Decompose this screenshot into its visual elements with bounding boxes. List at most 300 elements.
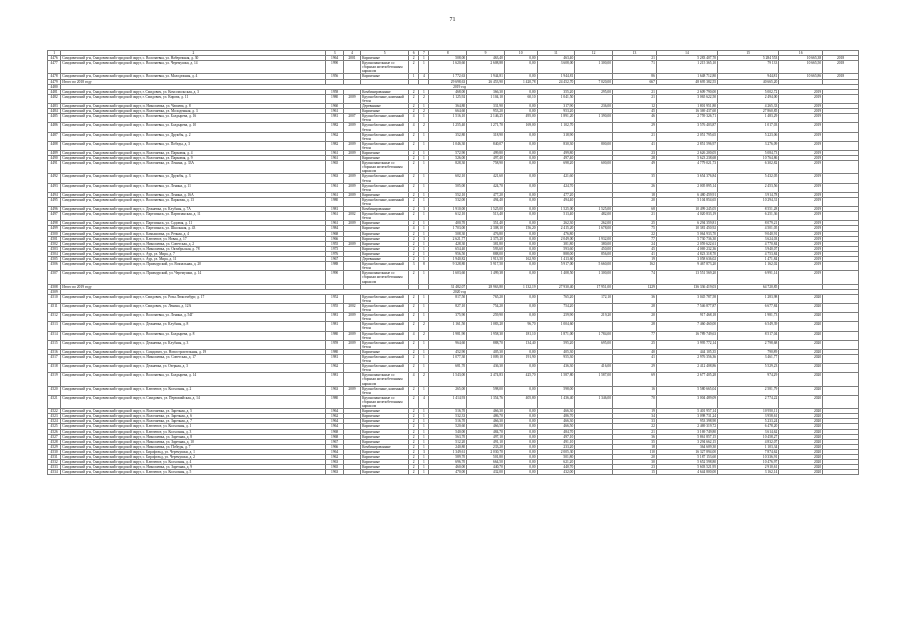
table-cell: 259,90 xyxy=(467,313,505,322)
table-cell: 1963 xyxy=(326,460,343,465)
table-cell: 0,00 xyxy=(504,150,537,155)
table-row xyxy=(48,373,859,386)
table-cell: 2019 xyxy=(779,150,823,155)
table-cell: 593,60 xyxy=(467,246,505,251)
table-cell: 1966 xyxy=(326,444,343,449)
table-cell xyxy=(823,197,859,206)
table-cell: 2 049,00 xyxy=(537,236,575,241)
table-cell: 5 730 736,30 xyxy=(656,236,717,241)
table-cell: 494,40 xyxy=(537,197,575,206)
table-cell: Кирпичные xyxy=(361,221,409,226)
table-cell: 2 xyxy=(409,349,419,354)
table-cell: 2009 xyxy=(343,94,360,103)
table-cell: 4 823 318,70 xyxy=(656,251,717,256)
table-cell: 1961 xyxy=(326,221,343,226)
table-cell: 23 xyxy=(613,465,657,470)
table-cell: 4522 xyxy=(48,409,61,414)
table-row xyxy=(48,114,859,123)
table-cell: Смидовичский р-н, Смидовичский городской округ, с. Ключевое, ул. Колхозная, д. 3 xyxy=(61,429,326,434)
table-cell: 477,20 xyxy=(537,192,575,197)
table-cell: 595,20 xyxy=(537,340,575,349)
table-cell: 8 551,28 xyxy=(718,207,779,212)
table-cell: 4489 xyxy=(48,150,61,155)
table-cell xyxy=(575,322,613,331)
table-cell: Смидовичский р-н, Смидовичский городской округ, г. Смидович, ул. Комсомольская, д. 3 xyxy=(61,89,326,94)
table-cell xyxy=(575,123,613,132)
table-cell xyxy=(343,373,360,386)
table-cell: 440,70 xyxy=(537,465,575,470)
table-cell: Смидовичский р-н, Смидовичский городской округ, с. Волочаевка, ул. Черемушки, д. 14 xyxy=(61,61,326,74)
table-cell: 1 xyxy=(419,192,429,197)
table-cell: 0,00 xyxy=(504,349,537,354)
table-cell: 14 xyxy=(656,51,717,56)
table-cell: 4 832,07 xyxy=(718,439,779,444)
table-cell: 1 910,00 xyxy=(429,207,467,212)
table-cell: Смидовичский р-н, Смидовичский городской округ, с. Волочаевка, ул. Болдырева, д. 16 xyxy=(61,114,326,123)
table-cell: 0,00 xyxy=(504,414,537,419)
table-cell: 2 059 622,61 xyxy=(656,241,717,246)
table-cell: 0,00 xyxy=(504,61,537,74)
table-cell: 2019 xyxy=(779,221,823,226)
table-cell: 698,20 xyxy=(537,161,575,174)
table-cell: 27 930,40 xyxy=(537,284,575,289)
table-cell: Кирпичные xyxy=(361,231,409,236)
table-cell: 1962 xyxy=(326,364,343,373)
table-cell xyxy=(823,183,859,192)
table-cell: Смидовичский р-н, Смидовичский городской округ, с. Смидович, ул. Новостроительная, д. 19 xyxy=(61,349,326,354)
table-cell: 2020 xyxy=(779,424,823,429)
table-cell: Смидовичский р-н, Смидовичский городской округ, п. Николаевка, ул. Заречная, д. 8 xyxy=(61,434,326,439)
table-cell: 2 xyxy=(419,331,429,340)
table-cell: 2 xyxy=(409,192,419,197)
table-row xyxy=(48,197,859,206)
table-cell: 1955 xyxy=(326,303,343,312)
table-cell: 18 xyxy=(613,444,657,449)
table-cell: 4 xyxy=(419,395,429,408)
table-cell: 2 xyxy=(409,340,419,349)
table-cell xyxy=(343,470,360,475)
table-cell: Кирпичные xyxy=(361,409,409,414)
table-cell: 540,00 xyxy=(429,429,467,434)
table-cell: 5 002,72 xyxy=(718,89,779,94)
table-cell: 3 162,14 xyxy=(718,470,779,475)
table-cell: 8 xyxy=(429,51,467,56)
table-cell: 31 482,07 xyxy=(429,284,467,289)
table-cell: 2 xyxy=(419,94,429,103)
table-cell: 2 xyxy=(409,429,419,434)
table-cell: Крупноблочные, каменный бетон xyxy=(361,313,409,322)
table-row xyxy=(48,331,859,340)
table-cell: 1 009,10 xyxy=(467,355,505,364)
table-cell: 2 xyxy=(409,132,419,141)
table-cell: 4 xyxy=(409,331,419,340)
table-cell: Крупноблочные, каменный бетон xyxy=(361,141,409,150)
table-cell: 1 436,40 xyxy=(537,395,575,408)
table-cell: 1962 xyxy=(326,132,343,141)
table-cell: 450,00 xyxy=(575,246,613,251)
table-cell: 0,00 xyxy=(504,56,537,61)
table-cell: 5 283 407,70 xyxy=(656,56,717,61)
table-cell xyxy=(823,114,859,123)
table-cell: 33 xyxy=(613,419,657,424)
table-cell: 380,00 xyxy=(575,241,613,246)
table-cell: 2009 xyxy=(343,221,360,226)
table-cell xyxy=(575,303,613,312)
table-cell: 5 104 854,65 xyxy=(656,197,717,206)
table-cell: Крупноблочные, каменный бетон xyxy=(361,355,409,364)
table-cell: 35 xyxy=(613,174,657,183)
table-cell: 68 xyxy=(613,207,657,212)
table-cell: 2 xyxy=(409,183,419,192)
table-cell: 1 981,90 xyxy=(429,331,467,340)
table-cell: 1 xyxy=(419,364,429,373)
table-cell: Итого по 2019 году xyxy=(61,284,326,289)
table-cell: 466,30 xyxy=(467,419,505,424)
table-cell: 5 432,05 xyxy=(718,174,779,183)
table-cell: 2 851 596,97 xyxy=(656,141,717,150)
table-cell: Крупноблочные, каменный бетон xyxy=(361,94,409,103)
table-cell: 754,20 xyxy=(537,303,575,312)
table-row xyxy=(48,123,859,132)
table-cell: 23 xyxy=(613,150,657,155)
table-cell: 2 412 408,86 xyxy=(656,364,717,373)
table-cell: 1 xyxy=(419,424,429,429)
table-cell: 4523 xyxy=(48,414,61,419)
table-cell: 1 xyxy=(419,434,429,439)
table-cell: 29 xyxy=(613,123,657,132)
table-cell: 10 381 450,92 xyxy=(656,226,717,231)
table-cell: 495,00 xyxy=(504,114,537,123)
table-cell: 4487 xyxy=(48,132,61,141)
table-cell: 1 xyxy=(419,150,429,155)
table-cell: 1 004,60 xyxy=(537,322,575,331)
table-cell: 827,10 xyxy=(429,303,467,312)
table-cell: Крупноблочные, каменный бетон xyxy=(361,174,409,183)
table-cell: 5 284 553 xyxy=(718,56,779,61)
table-cell: 2019 xyxy=(779,246,823,251)
table-cell: 1 xyxy=(419,439,429,444)
table-cell: 1 300,00 xyxy=(575,61,613,74)
table-cell: 463,40 xyxy=(537,56,575,61)
table-cell: 233,20 xyxy=(537,444,575,449)
table-cell: 15 xyxy=(718,51,779,56)
table-cell: 463,40 xyxy=(467,56,505,61)
table-cell: 2002 xyxy=(343,212,360,221)
table-cell: 2009 xyxy=(343,386,360,395)
table-cell: 2019 xyxy=(779,236,823,241)
table-cell: 317,90 xyxy=(537,104,575,109)
table-body xyxy=(48,51,859,475)
table-cell: 10 499 245,05 xyxy=(656,207,717,212)
table-cell: 8 079,21 xyxy=(718,221,779,226)
table-cell: 1 xyxy=(419,141,429,150)
table-cell: 1963 xyxy=(326,470,343,475)
table-cell: 4515 xyxy=(48,340,61,349)
table-cell: 2019 xyxy=(779,114,823,123)
table-cell: 2 774,22 xyxy=(718,395,779,408)
table-cell: 532,33 xyxy=(429,414,467,419)
table-cell: 2 xyxy=(409,150,419,155)
table-cell: 4494 xyxy=(48,192,61,197)
table-cell: 4 xyxy=(409,123,419,132)
table-cell: 295,00 xyxy=(575,89,613,94)
table-cell: 466,30 xyxy=(467,409,505,414)
table-cell: Крупнопанельные со сборным железобетонным каркасом xyxy=(361,271,409,284)
table-cell: Крупноблочные, каменный бетон xyxy=(361,212,409,221)
table-cell: 3 276,09 xyxy=(718,141,779,150)
table-cell: 1 xyxy=(419,241,429,246)
table-cell: 24 xyxy=(613,241,657,246)
table-cell: 974,29 xyxy=(718,373,779,386)
table-cell: 1 413,60 xyxy=(537,257,575,262)
table-cell: 765,20 xyxy=(467,294,505,303)
table-cell: 1 620,60 xyxy=(429,61,467,74)
table-cell: 1 xyxy=(419,156,429,161)
table-cell: 6 xyxy=(409,51,419,56)
table-cell: 8 517,04 xyxy=(718,331,779,340)
table-cell: 10 294,31 xyxy=(718,197,779,206)
table-cell: 2019 xyxy=(779,262,823,271)
table-cell: 466,50 xyxy=(467,424,505,429)
table-cell: 424,70 xyxy=(467,183,505,192)
table-cell: 2 608,88 xyxy=(467,61,505,74)
table-cell: 552,10 xyxy=(429,192,467,197)
table-cell: 77 xyxy=(613,236,657,241)
table-cell: 477,20 xyxy=(467,192,505,197)
table-cell: 21 xyxy=(613,132,657,141)
table-cell: 2020 xyxy=(779,460,823,465)
table-cell: 1980 xyxy=(326,331,343,340)
table-cell: 236,00 xyxy=(575,104,613,109)
table-cell: Смидовичский р-н, Смидовичский городской округ, п. Волочаевка, ул. Заречная, д. 5 xyxy=(61,409,326,414)
table-cell: 1 xyxy=(419,104,429,109)
table-cell: 262,00 xyxy=(575,221,613,226)
table-cell: 20 xyxy=(613,454,657,459)
table-cell: Крупноблочные, каменный бетон xyxy=(361,303,409,312)
table-cell: 3 958,61 xyxy=(718,414,779,419)
table-cell: 0,00 xyxy=(504,104,537,109)
table-cell: 3 461,77 xyxy=(718,355,779,364)
table-cell: 4526 xyxy=(48,429,61,434)
table-cell: 598,00 xyxy=(537,386,575,395)
table-cell: 2 415,20 xyxy=(537,226,575,231)
table-cell: 1980 xyxy=(326,349,343,354)
table-cell: 21 xyxy=(613,56,657,61)
table-cell: 2 xyxy=(409,174,419,183)
table-cell: 4 xyxy=(409,226,419,231)
table-cell: 1 xyxy=(419,231,429,236)
table-cell: Смидовичский р-н, Смидовичский городской округ, с. Волочаевка, ул. Парковая, д. 13 xyxy=(61,197,326,206)
table-cell: 2 xyxy=(409,156,419,161)
table-cell: Смидовичский р-н, Смидовичский городской округ, с. Бирофельд, ул. Черемушки, д. 1 xyxy=(61,449,326,454)
table-cell xyxy=(823,271,859,284)
table-cell: 664,50 xyxy=(467,460,505,465)
table-cell: 4510 xyxy=(48,294,61,303)
table-cell: 351,40 xyxy=(467,221,505,226)
table-cell: 1961 xyxy=(326,150,343,155)
table-cell: 6 478,20 xyxy=(718,424,779,429)
table-cell: 1 xyxy=(419,246,429,251)
table-cell: 0,00 xyxy=(504,174,537,183)
table-cell: 505,00 xyxy=(429,183,467,192)
table-cell: 856,00 xyxy=(575,251,613,256)
table-cell: 366,30 xyxy=(467,89,505,94)
table-cell: 4521 xyxy=(48,395,61,408)
table-cell xyxy=(823,132,859,141)
table-cell: 3 098 731,24 xyxy=(656,414,717,419)
table-cell: Крупноблочные, каменный бетон xyxy=(361,340,409,349)
table-cell: 4 xyxy=(409,114,419,123)
table-cell: Крупноблочные, каменный бетон xyxy=(361,197,409,206)
table-cell: 4519 xyxy=(48,373,61,386)
table-cell: 484,70 xyxy=(537,429,575,434)
table-cell: 4506 xyxy=(48,262,61,271)
table-cell: 1 346,00 xyxy=(575,395,613,408)
table-cell xyxy=(823,303,859,312)
table-cell: Кирпичные xyxy=(361,56,409,61)
table-cell xyxy=(823,313,859,322)
table-cell: 46 xyxy=(613,114,657,123)
table-cell: 1982 xyxy=(326,123,343,132)
table-cell: 953 398,90 xyxy=(656,419,717,424)
table-cell: 1 xyxy=(419,454,429,459)
table-cell: 16 xyxy=(613,386,657,395)
table-cell: 400,70 xyxy=(429,221,467,226)
table-cell: 2019 xyxy=(779,212,823,221)
table-cell: Кирпичные xyxy=(361,251,409,256)
table-cell: 29 xyxy=(613,364,657,373)
table-cell: 497,40 xyxy=(537,156,575,161)
table-cell: 2020 xyxy=(779,439,823,444)
table-cell: Смидовичский р-н, Смидовичский городской округ, с. Волочаевка, ул. Молодежная, д. 4 xyxy=(61,74,326,79)
table-cell: 29 698,63 xyxy=(429,79,467,84)
table-cell: 4505 xyxy=(48,257,61,262)
table-cell: 2 005,30 xyxy=(537,449,575,454)
table-cell: 15 xyxy=(613,470,657,475)
table-cell: 0,00 xyxy=(504,221,537,226)
table-cell xyxy=(343,161,360,174)
table-cell: Крупнопанельные со сборным железобетонным каркасом xyxy=(361,161,409,174)
table-cell: 1 xyxy=(419,271,429,284)
table-cell: 19 xyxy=(613,257,657,262)
table-cell: 4481 xyxy=(48,89,61,94)
table-cell: 0,00 xyxy=(504,192,537,197)
table-cell: 4520 xyxy=(48,386,61,395)
table-cell: 3 045 787,58 xyxy=(656,294,717,303)
table-cell: 2019 xyxy=(779,241,823,246)
table-cell: 1967 xyxy=(326,257,343,262)
table-cell: 28 963,80 xyxy=(467,284,505,289)
table-cell: 1 913,50 xyxy=(467,257,505,262)
table-cell: 2 759 326,71 xyxy=(656,114,717,123)
table-cell: 71 xyxy=(613,61,657,74)
table-cell: 75 xyxy=(613,226,657,231)
table-cell: 0,00 xyxy=(504,74,537,79)
table-cell: 612,10 xyxy=(429,212,467,221)
table-cell: 2 621,77 xyxy=(429,236,467,241)
table-cell: 501,80 xyxy=(537,454,575,459)
table-cell: 4480 xyxy=(48,84,61,89)
table-cell: Смидовичский р-н, Смидовичский городской округ, с. Дежневка, ул. Клубная, д. 7А xyxy=(61,207,326,212)
table-cell: 2 xyxy=(419,123,429,132)
table-cell xyxy=(343,322,360,331)
table-cell: 2 xyxy=(409,470,419,475)
table-cell: 5 187 153,60 xyxy=(656,454,717,459)
table-cell: 7 546 877,87 xyxy=(656,303,717,312)
table-cell: 508,30 xyxy=(429,231,467,236)
table-cell: 2019 xyxy=(779,141,823,150)
table-cell: 1981 xyxy=(326,322,343,331)
table-cell: 2 xyxy=(409,251,419,256)
table-cell: 696,70 xyxy=(429,460,467,465)
table-cell: 4479 xyxy=(48,79,61,84)
table-cell: 3 576 403,87 xyxy=(656,123,717,132)
table-cell: 466,30 xyxy=(537,409,575,414)
table-cell: 7 xyxy=(419,51,429,56)
table-cell: 2009 xyxy=(343,331,360,340)
table-cell xyxy=(343,61,360,74)
table-cell: Кирпичные xyxy=(361,150,409,155)
table-cell: 5 084,73 xyxy=(718,150,779,155)
table-cell: 513,40 xyxy=(537,212,575,221)
table-cell: 1 xyxy=(419,303,429,312)
table-cell: 1 xyxy=(419,355,429,364)
table-cell: 1 xyxy=(419,56,429,61)
table-cell: 2 469 319,72 xyxy=(656,424,717,429)
table-cell: 466,50 xyxy=(537,424,575,429)
table-cell: 3 614,62 xyxy=(718,429,779,434)
table-cell: 1 215 365,10 xyxy=(656,61,717,74)
table-cell: 2009 xyxy=(343,123,360,132)
table-cell: 2 308,10 xyxy=(467,226,505,231)
table-cell: 2020 xyxy=(779,373,823,386)
table-cell: 1 xyxy=(419,294,429,303)
table-cell: 754,20 xyxy=(467,303,505,312)
table-cell: 491,10 xyxy=(467,439,505,444)
table-cell: 1 587,80 xyxy=(537,373,575,386)
table-cell: 1 958,30 xyxy=(467,331,505,340)
table-cell: 1 xyxy=(419,409,429,414)
table-cell: 3 xyxy=(419,236,429,241)
table-cell: 563,70 xyxy=(429,434,467,439)
table-cell: 1980 xyxy=(326,197,343,206)
table-cell: 40 665,20 xyxy=(718,79,779,84)
table-cell: Деревянные xyxy=(361,257,409,262)
table-cell: Смидовичский р-н, Смидовичский городской округ, п. Смидович, ул. Первомайская, д. 14 xyxy=(61,395,326,408)
table-cell: 2019 xyxy=(779,161,823,174)
table-cell: 4498 xyxy=(48,221,61,226)
table-cell: 513,40 xyxy=(467,212,505,221)
table-cell: 0,00 xyxy=(504,207,537,212)
table-cell: 1965 xyxy=(326,161,343,174)
table-cell: 2020 xyxy=(779,409,823,414)
table-cell: 2019 xyxy=(779,231,823,236)
table-cell: Смидовичский р-н, Смидовичский городской округ, с. Партизанск, ул. Партизанская, д. 11 xyxy=(61,212,326,221)
table-cell: 2 xyxy=(409,355,419,364)
table-cell: 512,20 xyxy=(429,439,467,444)
table-cell: 4484 xyxy=(48,109,61,114)
table-cell: Комбинированные xyxy=(361,444,409,449)
table-cell: 2 494,00 xyxy=(718,94,779,103)
table-cell: 0,00 xyxy=(504,271,537,284)
table-cell: 2 xyxy=(409,246,419,251)
table-cell: 1 283,98 xyxy=(718,294,779,303)
table-cell xyxy=(823,294,859,303)
table-cell: 17 951,00 xyxy=(575,284,613,289)
table-cell: 26 xyxy=(613,183,657,192)
table-cell: 2 xyxy=(409,236,419,241)
table-cell: 1 525,00 xyxy=(467,207,505,212)
